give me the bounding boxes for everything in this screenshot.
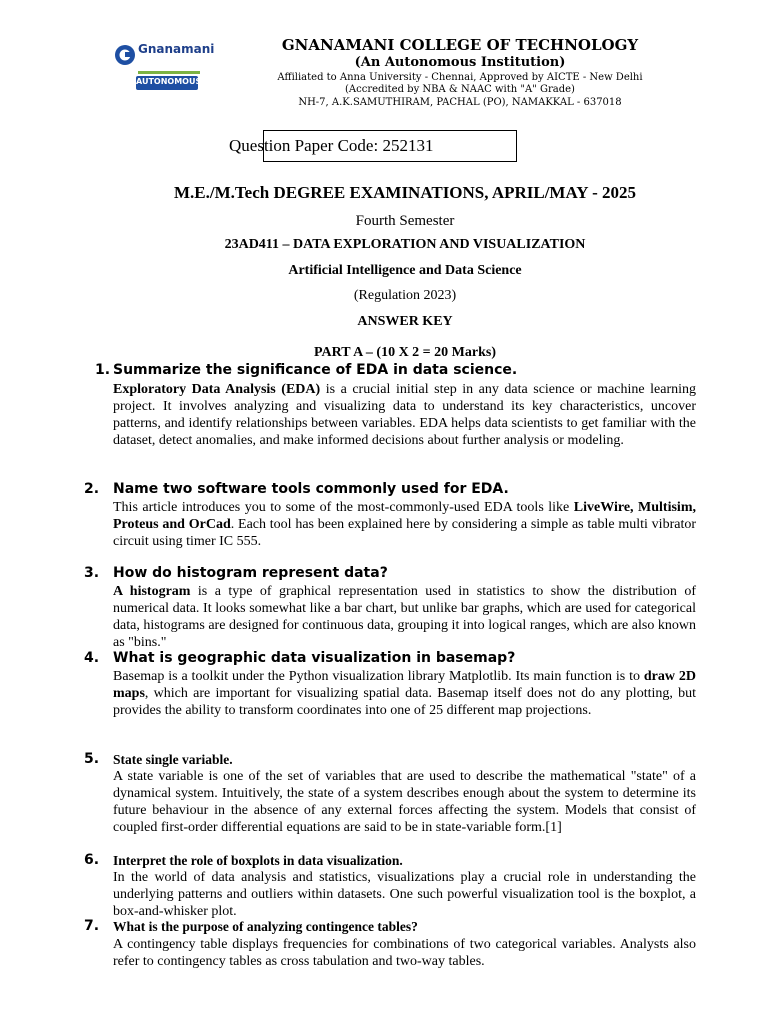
- logo-wordmark: Gnanamani: [138, 42, 215, 56]
- document-title: ANSWER KEY: [357, 314, 453, 329]
- question-number: 5.: [84, 751, 100, 767]
- question-text: What is the purpose of analyzing contingence tables?: [113, 919, 418, 934]
- answer-text: [113, 583, 696, 651]
- answer-intro: Basemap is a toolkit under the Python visualization library Matplotlib. Its main function is to: [113, 669, 644, 684]
- question-number: 7.: [84, 918, 100, 934]
- answer-body: , which are important for visualizing spatial data. Basemap itself does not do any plotting, but provides the ability to transform coordinates into one of 25 different map projections.: [113, 686, 696, 718]
- regulation: (Regulation 2023): [353, 288, 457, 303]
- answer-text: [113, 381, 696, 449]
- college-logo: [108, 38, 214, 96]
- exam-title: M.E./M.Tech DEGREE EXAMINATIONS, APRIL/MAY - 2025: [173, 183, 637, 202]
- question-text: What is geographic data visualization in basemap?: [113, 650, 516, 666]
- question-number: 4.: [84, 650, 100, 666]
- question-number: 3.: [84, 565, 100, 581]
- question-number: 6.: [84, 852, 100, 868]
- answer-body: In the world of data analysis and statistics, visualizations play a crucial role in understanding the underlying patterns and outliers within datasets. One such powerful visualization tool is the boxplot, a box-and-whisker plot.: [113, 870, 696, 919]
- institution-status: (An Autonomous Institution): [354, 55, 566, 70]
- answer-body: A state variable is one of the set of variables that are used to describe the mathematical "state" of a dynamical system. Intuitively, the state of a system describes enough about the system to determine its future behaviour in the absence of any external forces affecting the system. Models that consist of coupled first-order differential equations are said to be in state-variable form.[1]: [113, 769, 696, 835]
- question-text: State single variable.: [113, 752, 233, 767]
- question-text: Summarize the significance of EDA in data science.: [113, 362, 518, 378]
- answer-highlight: LiveWire, Multisim, Proteus and OrCad: [113, 500, 696, 532]
- question-text: Interpret the role of boxplots in data visualization.: [113, 853, 403, 868]
- semester: Fourth Semester: [355, 213, 455, 229]
- part-heading: PART A – (10 X 2 = 20 Marks): [314, 345, 496, 360]
- department: Artificial Intelligence and Data Science: [288, 263, 522, 278]
- address-line: NH-7, A.K.SAMUTHIRAM, PACHAL (PO), NAMAKKAL - 637018: [298, 97, 622, 108]
- answer-highlight: A histogram: [113, 584, 191, 599]
- answer-intro: This article introduces you to some of the most-commonly-used EDA tools like: [113, 500, 574, 515]
- answer-highlight: draw 2D maps: [113, 669, 696, 701]
- question-number: 2.: [84, 481, 100, 497]
- college-name: GNANAMANI COLLEGE OF TECHNOLOGY: [281, 36, 639, 54]
- question-number: 1.: [95, 362, 111, 378]
- answer-body: . Each tool has been explained here by considering a simple as table multi vibrator circuit using timer IC 555.: [113, 517, 697, 549]
- logo-badge: AUTONOMOUS: [136, 77, 202, 86]
- answer-text: [113, 936, 696, 970]
- answer-text: [113, 869, 696, 920]
- answer-text: [113, 668, 696, 719]
- course-title: 23AD411 – DATA EXPLORATION AND VISUALIZATION: [224, 237, 586, 252]
- paper-code: Question Paper Code: 252131: [229, 136, 434, 155]
- answer-body: is a crucial initial step in any data science or machine learning project. It involves analyzing and visualizing data to understand its key characteristics, uncover patterns, and identify relationships between variables. EDA helps data scientists to get familiar with the dataset, detect anomalies, and make informed decisions about further analysis or modeling.: [113, 382, 696, 448]
- answer-body: A contingency table displays frequencies for combinations of two categorical variables. Analysts also refer to contingency tables as cross tabulation and two-way tables.: [113, 937, 696, 969]
- accreditation-line: (Accredited by NBA & NAAC with "A" Grade): [345, 84, 575, 95]
- affiliation-line: Affiliated to Anna University - Chennai, Approved by AICTE - New Delhi: [277, 72, 643, 83]
- question-text: How do histogram represent data?: [113, 565, 388, 581]
- answer-text: [113, 499, 696, 550]
- answer-body: is a type of graphical representation used in statistics to show the distribution of numerical data. It looks somewhat like a bar chart, but unlike bar graphs, which are used for categorical data, histograms are designed for continuous data, grouping it into logical ranges, which are also known as "bins.": [113, 584, 696, 650]
- answer-highlight: Exploratory Data Analysis (EDA): [113, 382, 321, 397]
- question-text: Name two software tools commonly used for EDA.: [113, 481, 509, 497]
- answer-text: [113, 768, 696, 836]
